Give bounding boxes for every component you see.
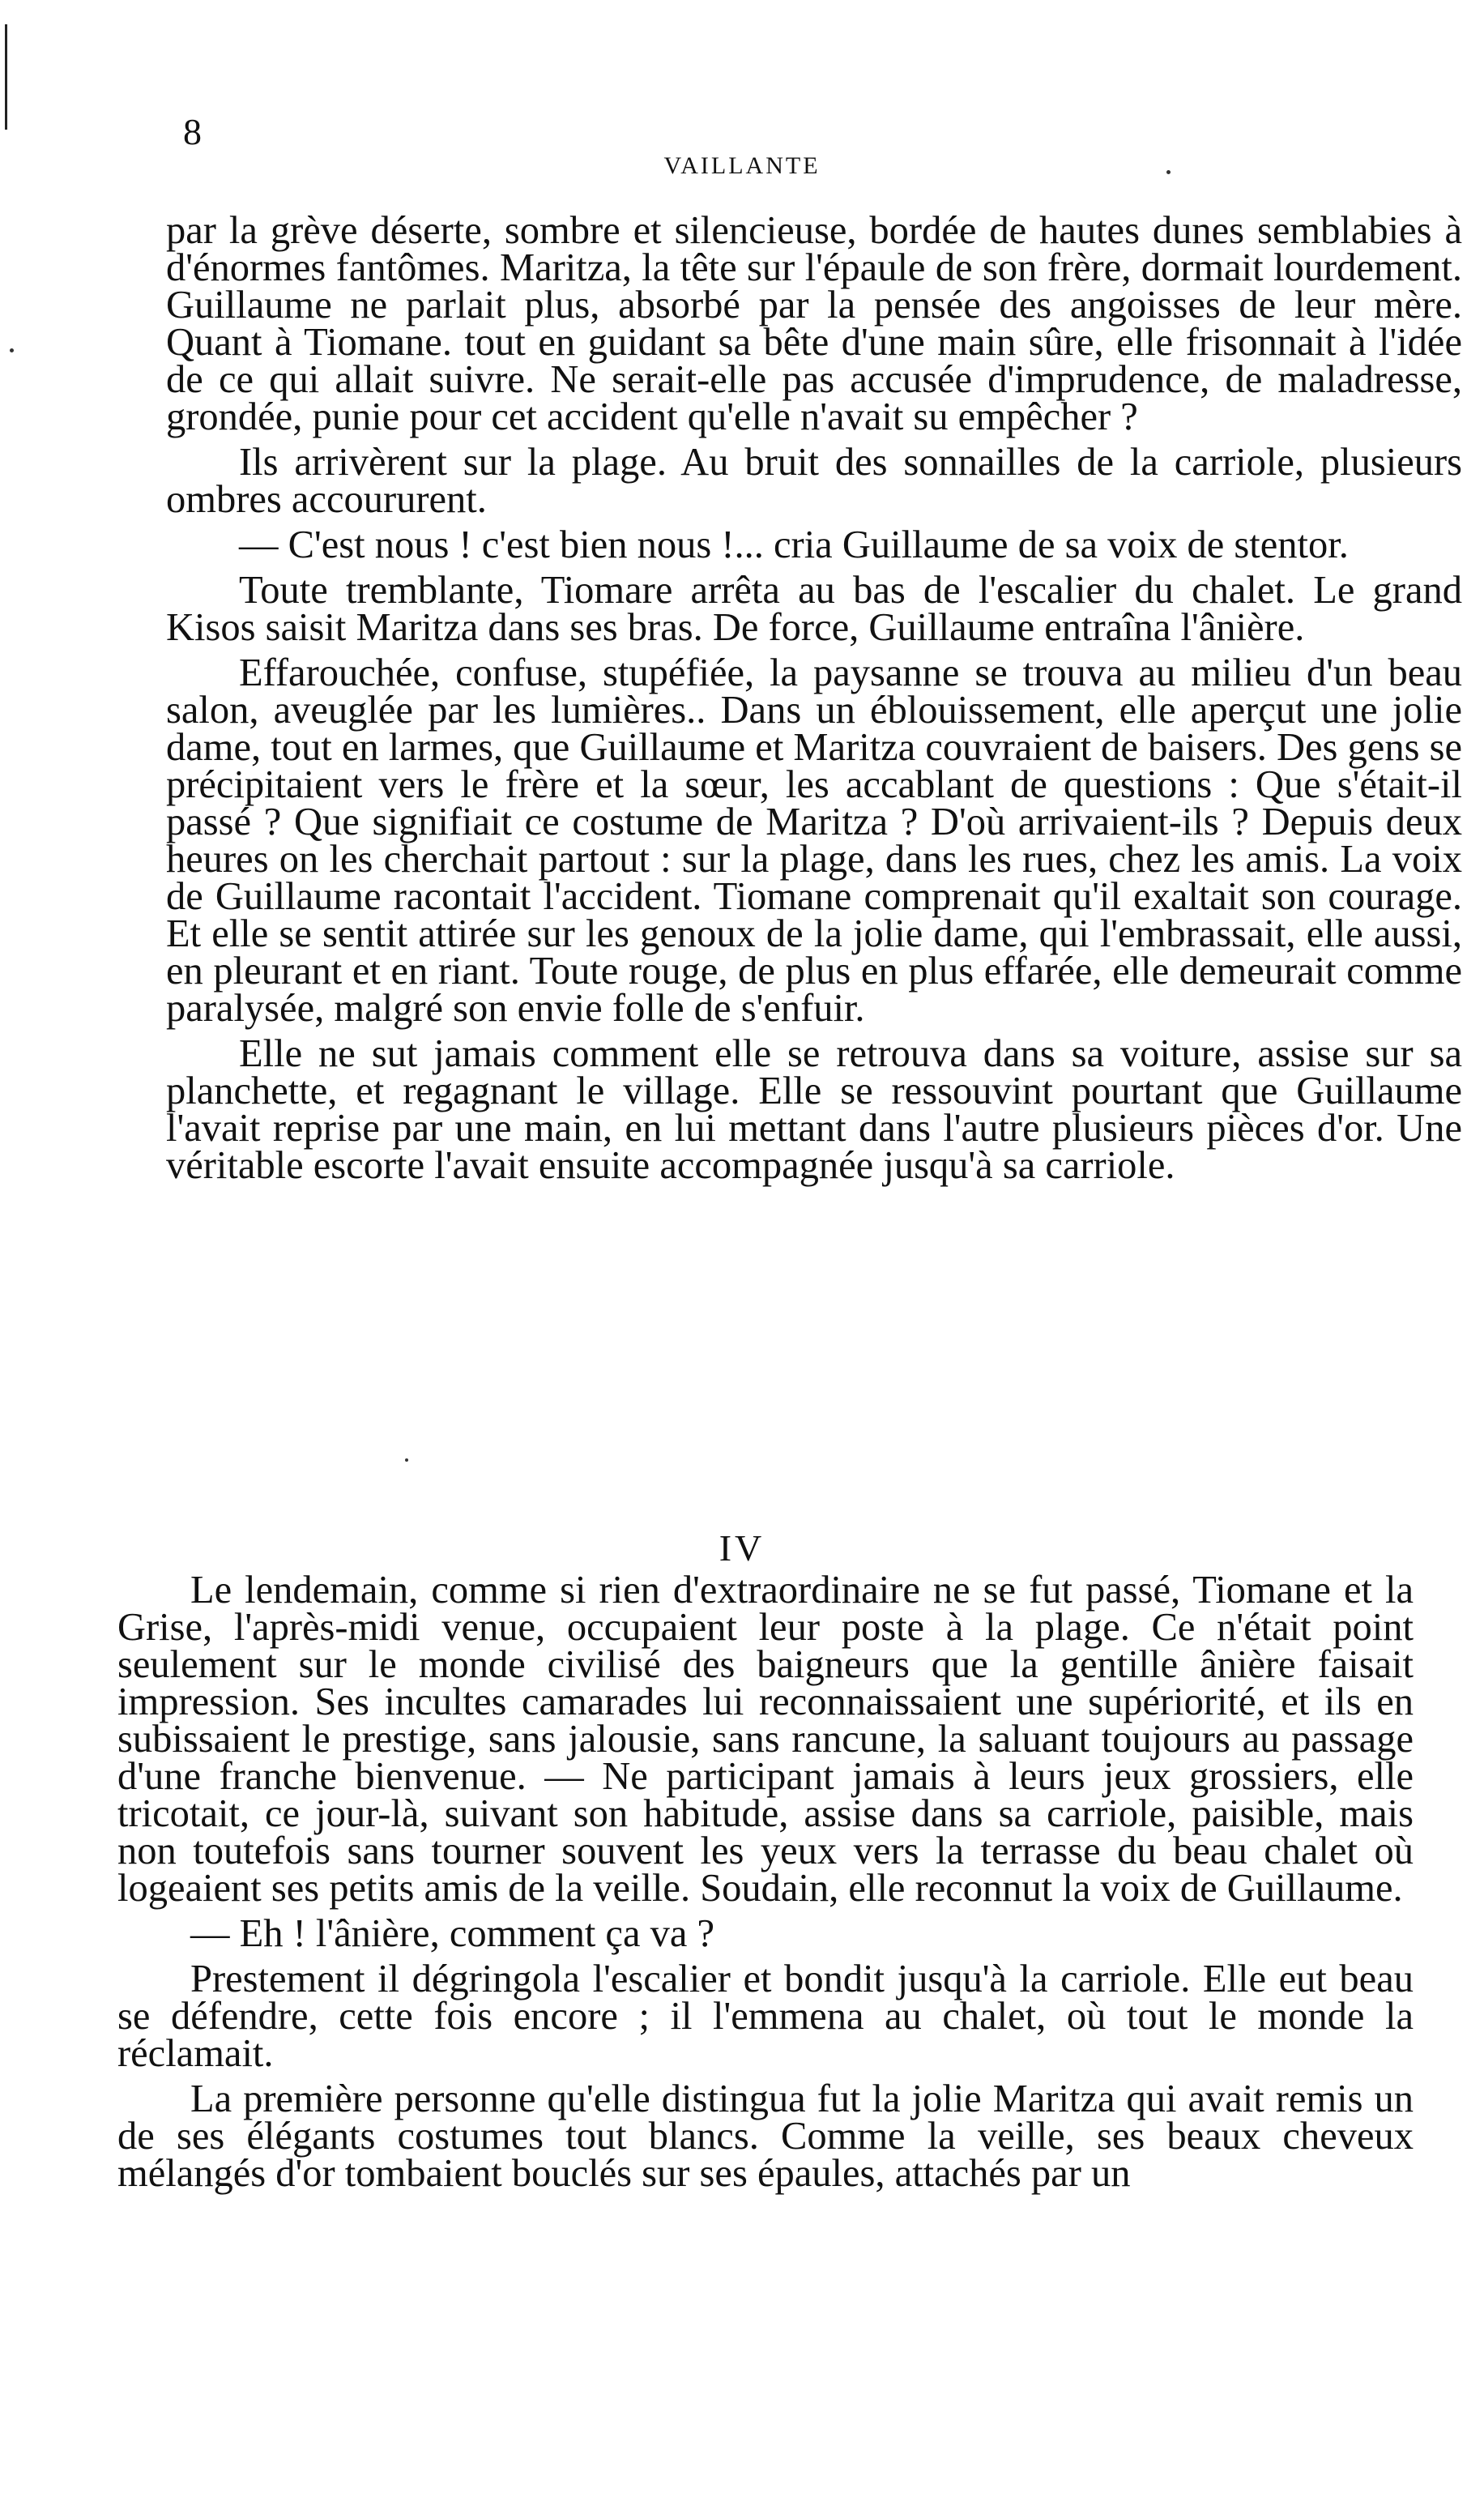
section-heading: IV [719,1527,765,1569]
text-block-upper [166,209,1462,1193]
paragraph: Prestement il dégringola l'escalier et bondit jusqu'à la carriole. Elle eut beau se défendre, cette fois encore ; il l'emmena au chalet, où tout le monde la réclamait. [117,1958,1414,2075]
paragraph: La première personne qu'elle distingua fut la jolie Maritza qui avait remis un de ses élégants costumes tout blancs. Comme la veille, ses beaux cheveux mélangés d'or tombaient bouclés sur ses épaules, attachés par un [117,2077,1414,2195]
scan-speck [10,348,14,352]
paragraph: Effarouchée, confuse, stupéfiée, la paysanne se trouva au milieu d'un beau salon, aveuglée par les lumières.. Dans un éblouissement, elle aperçut une jolie dame, tout en larmes, que Guillaume et Maritza couvraient de baisers. Des gens se précipitaient vers le frère et la sœur, les accablant de questions : Que s'était-il passé ? Que signifiait ce costume de Maritza ? D'où arrivaient-ils ? Depuis deux heures on les cherchait partout : sur la plage, dans les rues, chez les amis. La voix de Guillaume racontait l'accident. Tiomane comprenait qu'il exaltait son courage. Et elle se sentit attirée sur les genoux de la jolie dame, qui l'embrassait, elle aussi, en pleurant et en riant. Toute rouge, de plus en plus effarée, elle demeurait comme paralysée, malgré son envie folle de s'enfuir. [166,651,1462,1030]
paragraph: — Eh ! l'ânière, comment ça va ? [190,1912,715,1955]
paragraph: Ils arrivèrent sur la plage. Au bruit des sonnailles de la carriole, plusieurs ombres accoururent. [166,441,1462,521]
paragraph: — C'est nous ! c'est bien nous !... cria Guillaume de sa voix de stentor. [239,523,1349,566]
paragraph: par la grève déserte, sombre et silencieuse, bordée de hautes dunes semblabies à d'énormes fantômes. Maritza, la tête sur l'épaule de son frère, dormait lourdement. Guillaume ne parlait plus, absorbé par la pensée des angoisses de leur mère. Quant à Tiomane. tout en guidant sa bête d'une main sûre, elle frisonnait à l'idée de ce qui allait suivre. Ne serait-elle pas accusée d'imprudence, de maladresse, grondée, punie pour cet accident qu'elle n'avait su empêcher ? [166,209,1462,438]
running-head: VAILLANTE [663,152,821,179]
text-block-lower [117,1569,1414,2201]
page-number: 8 [183,111,202,152]
margin-scan-mark [5,24,7,130]
paragraph: Toute tremblante, Tiomare arrêta au bas de l'escalier du chalet. Le grand Kisos saisit Maritza dans ses bras. De force, Guillaume entraîna l'ânière. [166,569,1462,649]
paragraph: Le lendemain, comme si rien d'extraordinaire ne se fut passé, Tiomane et la Grise, l'après-midi venue, occupaient leur poste à la plage. Ce n'était point seulement sur le monde civilisé des baigneurs que la gentille ânière faisait impression. Ses incultes camarades lui reconnaissaient une supériorité, et ils en subissaient le prestige, sans jalousie, sans rancune, la saluant toujours au passage d'une franche bienvenue. — Ne participant jamais à leurs jeux grossiers, elle tricotait, ce jour-là, suivant son habitude, assise dans sa carriole, paisible, mais non toutefois sans tourner souvent les yeux vers la terrasse du beau chalet où logeaient ses petits amis de la veille. Soudain, elle reconnut la voix de Guillaume. [117,1569,1414,1910]
scan-speck [405,1458,408,1462]
paragraph: Elle ne sut jamais comment elle se retrouva dans sa voiture, assise sur sa planchette, et regagnant le village. Elle se ressouvint pourtant que Guillaume l'avait reprise par une main, en lui mettant dans l'autre plusieurs pièces d'or. Une véritable escorte l'avait ensuite accompagnée jusqu'à sa carriole. [166,1032,1462,1187]
